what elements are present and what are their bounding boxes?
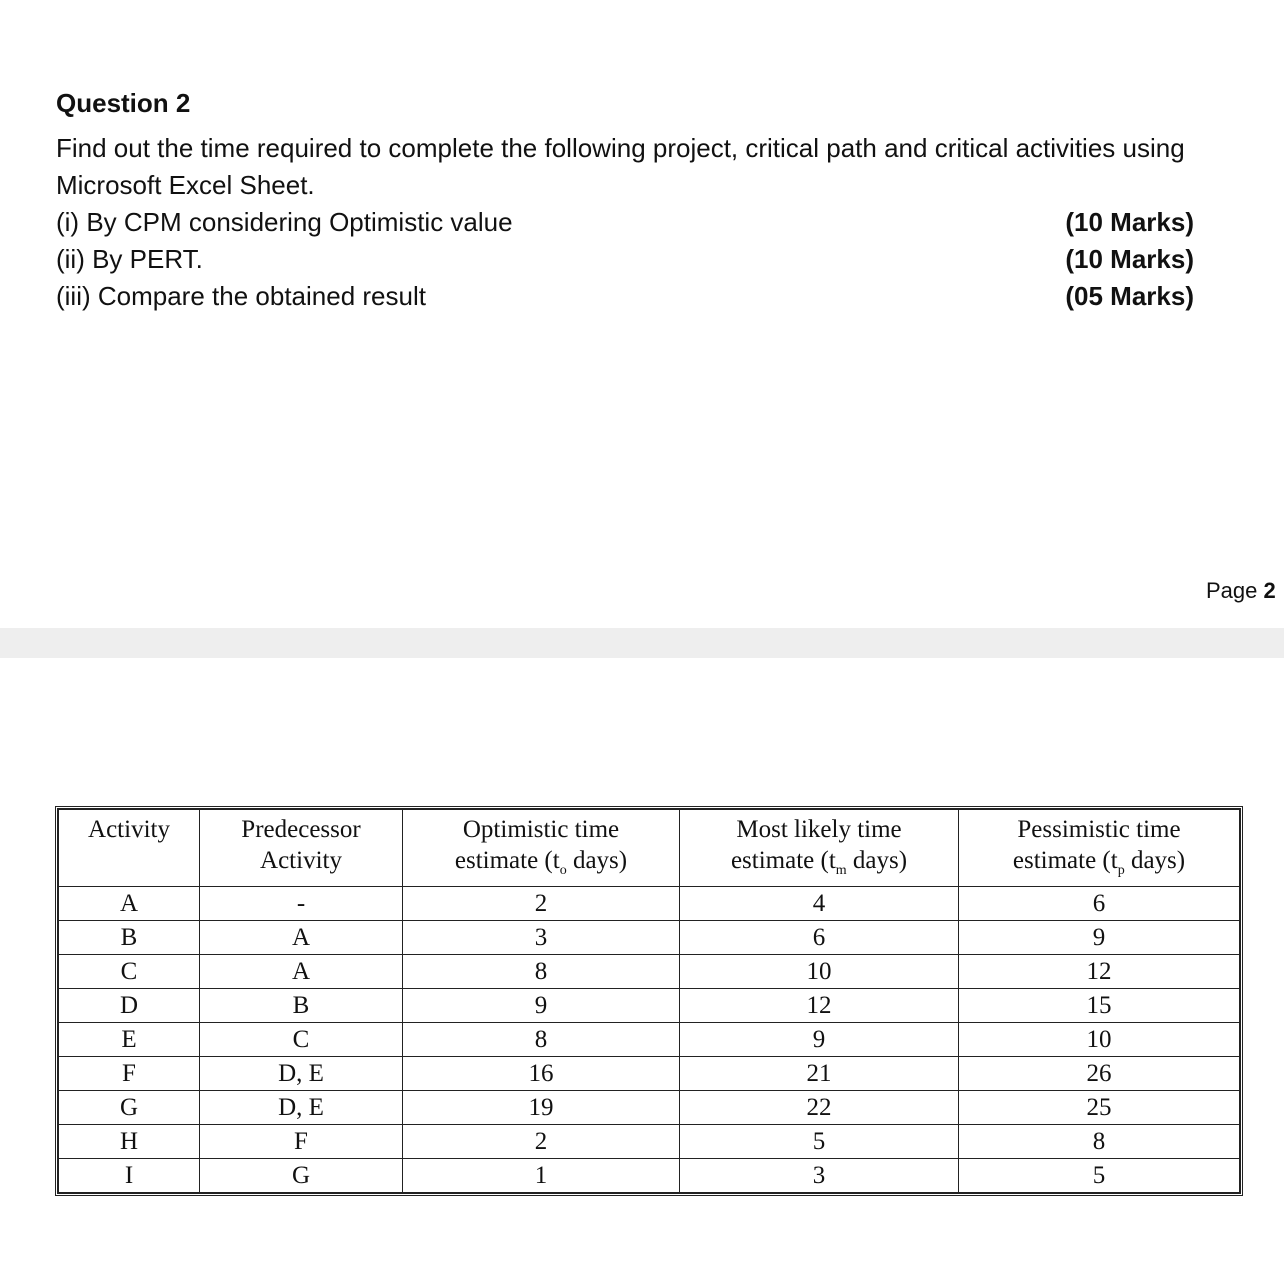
cell-pessimistic: 10 [959,1023,1240,1057]
cell-predecessor: D, E [200,1091,403,1125]
header-optimistic: Optimistic time estimate ($t_o$ days) [403,810,680,887]
table-header-row [59,810,1240,887]
table-row [59,1125,1240,1159]
question-intro: Find out the time required to complete the following project, critical path and critical activities using Microsoft Excel Sheet. [56,133,1185,200]
cell-most-likely: 21 [680,1057,959,1091]
table-body [59,887,1240,1193]
cell-pessimistic: 5 [959,1159,1240,1193]
cell-pessimistic: 6 [959,887,1240,921]
table-row [59,955,1240,989]
cell-most-likely: 5 [680,1125,959,1159]
cell-optimistic: 2 [403,1125,680,1159]
cell-pessimistic: 8 [959,1125,1240,1159]
cell-activity: C [59,955,200,989]
table-row [59,989,1240,1023]
cell-optimistic: 2 [403,887,680,921]
cell-activity: D [59,989,200,1023]
activity-table [58,809,1240,1193]
page-number-value: 2 [1263,578,1276,603]
cell-most-likely: 12 [680,989,959,1023]
cell-optimistic: 8 [403,955,680,989]
table-row [59,1159,1240,1193]
cell-activity: E [59,1023,200,1057]
page-label: Page [1206,578,1258,603]
header-activity: Activity [59,810,200,887]
cell-most-likely: 6 [680,921,959,955]
cell-optimistic: 16 [403,1057,680,1091]
cell-predecessor: - [200,887,403,921]
cell-pessimistic: 15 [959,989,1240,1023]
cell-predecessor: G [200,1159,403,1193]
cell-optimistic: 19 [403,1091,680,1125]
cell-predecessor: C [200,1023,403,1057]
cell-predecessor: A [200,921,403,955]
question-title: Question 2 [56,88,191,118]
cell-pessimistic: 25 [959,1091,1240,1125]
table-row [59,1023,1240,1057]
question-item-text: (iii) Compare the obtained result [56,281,426,311]
page-break [0,628,1284,658]
page-number [1206,578,1276,604]
cell-optimistic: 8 [403,1023,680,1057]
cell-activity: F [59,1057,200,1091]
question-body [56,130,1236,315]
table-row [59,1057,1240,1091]
question-item [56,278,1194,315]
cell-most-likely: 9 [680,1023,959,1057]
cell-most-likely: 22 [680,1091,959,1125]
cell-most-likely: 3 [680,1159,959,1193]
question-item-text: (i) By CPM considering Optimistic value [56,207,513,237]
cell-predecessor: F [200,1125,403,1159]
cell-most-likely: 4 [680,887,959,921]
header-most-likely: Most likely time estimate ($t_m$ days) [680,810,959,887]
cell-pessimistic: 9 [959,921,1240,955]
question-item-marks: (10 Marks) [1065,244,1194,274]
header-pessimistic: Pessimistic time estimate ($t_p$ days) [959,810,1240,887]
question-item [56,204,1194,241]
question-item-marks: (05 Marks) [1065,281,1194,311]
question-item-marks: (10 Marks) [1065,207,1194,237]
question-item [56,241,1194,278]
cell-predecessor: B [200,989,403,1023]
cell-optimistic: 3 [403,921,680,955]
cell-pessimistic: 26 [959,1057,1240,1091]
cell-predecessor: A [200,955,403,989]
table-row [59,1091,1240,1125]
cell-most-likely: 10 [680,955,959,989]
header-predecessor: Predecessor Activity [200,810,403,887]
cell-activity: H [59,1125,200,1159]
cell-optimistic: 9 [403,989,680,1023]
table-row [59,887,1240,921]
cell-predecessor: D, E [200,1057,403,1091]
question-item-text: (ii) By PERT. [56,244,203,274]
activity-table-frame [55,806,1243,1196]
table-row [59,921,1240,955]
cell-optimistic: 1 [403,1159,680,1193]
cell-activity: G [59,1091,200,1125]
cell-pessimistic: 12 [959,955,1240,989]
cell-activity: A [59,887,200,921]
cell-activity: I [59,1159,200,1193]
cell-activity: B [59,921,200,955]
